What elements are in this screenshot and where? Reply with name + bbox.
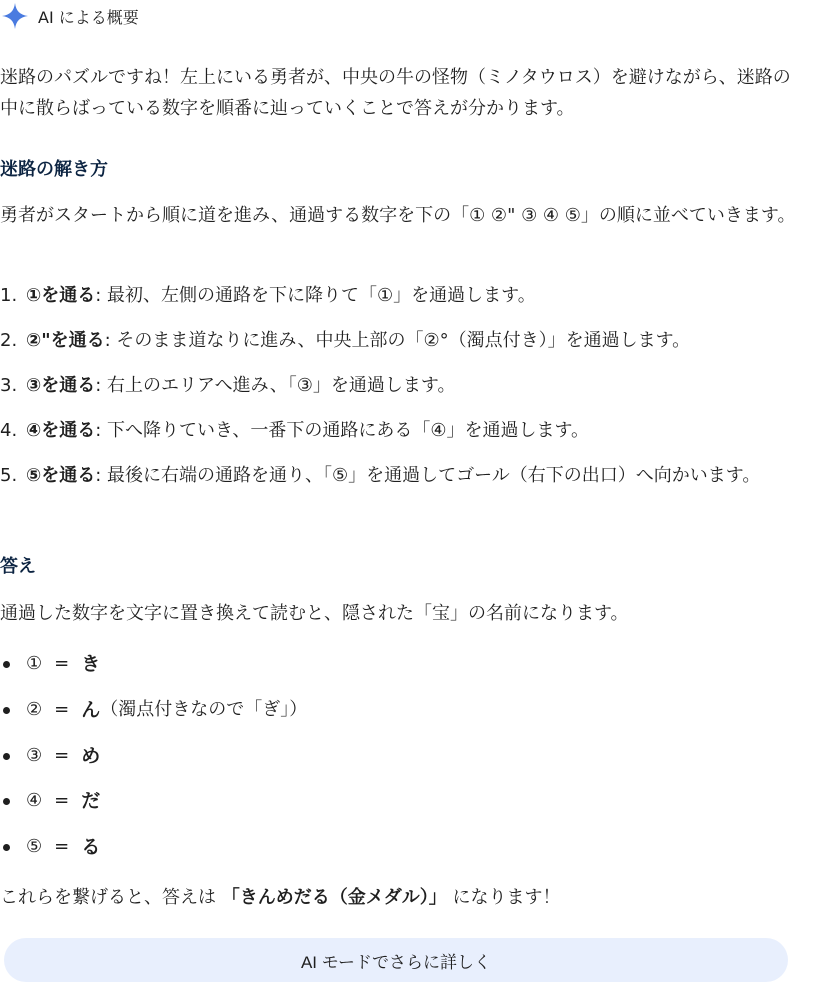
solution-paragraph: 勇者がスタートから順に道を進み、通過する数字を下の「① ②" ③ ④ ⑤」の順に並べていきます。 [0, 205, 796, 226]
step-title: ④を通る [26, 420, 96, 441]
bullet-dot [3, 844, 10, 851]
bullet-dot [3, 798, 10, 805]
list-item [0, 786, 100, 816]
step-item [0, 371, 800, 401]
intro-paragraph: 迷路のパズルですね！左上にいる勇者が、中央の牛の怪物（ミノタウロス）を避けながら、迷路の中に散らばっている数字を順番に辿っていくことで答えが分かります。 [0, 67, 791, 119]
list-item [0, 649, 100, 679]
list-item [0, 741, 100, 771]
step-number: 1. [0, 285, 18, 306]
section-heading-answer: 答え [0, 556, 36, 577]
number-symbol: ③ [26, 745, 43, 766]
conclusion-post: になります！ [452, 887, 561, 908]
step-number: 2. [0, 330, 18, 351]
answer-paragraph: 通過した数字を文字に置き換えて読むと、隠された「宝」の名前になります。 [0, 603, 629, 624]
step-number: 3. [0, 375, 18, 396]
section-heading-solution: 迷路の解き方 [0, 159, 108, 180]
list-item [0, 695, 307, 725]
kana-char: き [81, 653, 101, 675]
ai-mode-more-button[interactable]: AI モードでさらに詳しく [4, 938, 788, 982]
ai-overview-title: AI による概要 [38, 7, 139, 27]
number-symbol: ① [26, 653, 43, 674]
step-item [0, 326, 800, 356]
step-title: ①を通る [26, 285, 96, 306]
number-symbol: ② [26, 699, 43, 720]
bullet-dot [3, 753, 10, 760]
kana-char: ん [81, 699, 101, 721]
kana-char: る [81, 836, 101, 858]
step-text: : 最後に右端の通路を通り、「⑤」を通過してゴール（右下の出口）へ向かいます。 [95, 465, 761, 486]
step-item [0, 416, 800, 446]
bullet-dot [3, 661, 10, 668]
number-symbol: ⑤ [26, 836, 43, 857]
step-item [0, 461, 800, 491]
number-symbol: ④ [26, 790, 43, 811]
bullet-dot [3, 707, 10, 714]
step-title: ③を通る [26, 375, 96, 396]
kana-char: だ [81, 790, 101, 812]
list-item [0, 832, 100, 862]
sparkle-icon [2, 3, 28, 29]
equals-sign: = [54, 653, 70, 674]
step-title: ⑤を通る [26, 465, 96, 486]
step-text: : 最初、左側の通路を下に降りて「①」を通過します。 [95, 285, 536, 306]
equals-sign: = [54, 699, 70, 720]
kana-note: （濁点付きなので「ぎ」） [100, 699, 308, 720]
step-title: ②"を通る [26, 330, 105, 351]
step-text: : 下へ降りていき、一番下の通路にある「④」を通過します。 [95, 420, 590, 441]
equals-sign: = [54, 790, 70, 811]
ai-overview-header [2, 2, 139, 30]
step-number: 5. [0, 465, 18, 486]
step-item [0, 281, 800, 311]
conclusion-pre: これらを繋げると、答えは [0, 887, 216, 908]
equals-sign: = [54, 745, 70, 766]
step-number: 4. [0, 420, 18, 441]
equals-sign: = [54, 836, 70, 857]
step-text: : そのまま道なりに進み、中央上部の「②°（濁点付き）」を通過します。 [104, 330, 691, 351]
conclusion-answer: 「きんめだる（金メダル）」 [221, 887, 447, 908]
kana-char: め [81, 745, 101, 767]
conclusion-paragraph [0, 882, 800, 913]
step-text: : 右上のエリアへ進み、「③」を通過します。 [95, 375, 456, 396]
